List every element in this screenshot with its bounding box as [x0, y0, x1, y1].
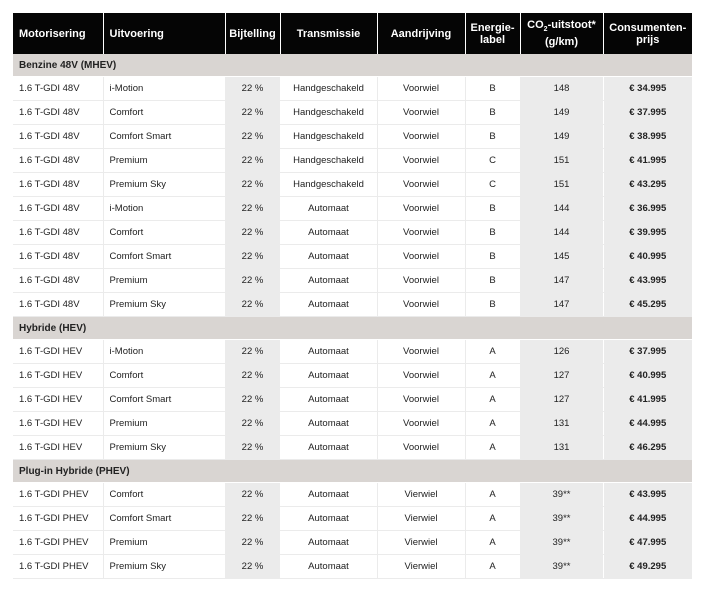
cell-uitvoering: Premium Sky	[103, 436, 225, 460]
cell-transmissie: Automaat	[280, 555, 377, 579]
cell-energielabel: A	[465, 555, 520, 579]
cell-prijs: € 45.295	[603, 293, 692, 317]
table-row	[13, 221, 692, 245]
cell-uitvoering: Comfort Smart	[103, 245, 225, 269]
table-row	[13, 364, 692, 388]
header-energielabel	[465, 13, 520, 54]
cell-motorisering: 1.6 T-GDI HEV	[13, 340, 103, 364]
header-energielabel-line2: label	[479, 33, 506, 46]
header-row	[13, 13, 692, 54]
cell-co2: 149	[520, 101, 603, 125]
cell-uitvoering: Comfort Smart	[103, 125, 225, 149]
cell-motorisering: 1.6 T-GDI 48V	[13, 149, 103, 173]
cell-transmissie: Automaat	[280, 340, 377, 364]
cell-energielabel: B	[465, 293, 520, 317]
header-uitvoering: Uitvoering	[103, 13, 225, 54]
cell-prijs: € 38.995	[603, 125, 692, 149]
cell-energielabel: B	[465, 269, 520, 293]
cell-co2: 145	[520, 245, 603, 269]
cell-transmissie: Automaat	[280, 245, 377, 269]
cell-bijtelling: 22 %	[225, 507, 280, 531]
cell-aandrijving: Voorwiel	[377, 197, 465, 221]
cell-uitvoering: Premium Sky	[103, 555, 225, 579]
cell-motorisering: 1.6 T-GDI PHEV	[13, 483, 103, 507]
cell-bijtelling: 22 %	[225, 269, 280, 293]
cell-prijs: € 40.995	[603, 364, 692, 388]
cell-co2: 127	[520, 364, 603, 388]
cell-uitvoering: i-Motion	[103, 77, 225, 101]
cell-co2: 151	[520, 173, 603, 197]
cell-co2: 131	[520, 436, 603, 460]
cell-co2: 131	[520, 412, 603, 436]
cell-aandrijving: Voorwiel	[377, 221, 465, 245]
cell-transmissie: Handgeschakeld	[280, 125, 377, 149]
cell-prijs: € 39.995	[603, 221, 692, 245]
cell-energielabel: A	[465, 340, 520, 364]
cell-prijs: € 47.995	[603, 531, 692, 555]
table-row	[13, 483, 692, 507]
header-transmissie: Transmissie	[280, 13, 377, 54]
cell-prijs: € 49.295	[603, 555, 692, 579]
cell-prijs: € 43.295	[603, 173, 692, 197]
cell-bijtelling: 22 %	[225, 101, 280, 125]
cell-uitvoering: Premium	[103, 149, 225, 173]
cell-bijtelling: 22 %	[225, 221, 280, 245]
cell-aandrijving: Vierwiel	[377, 483, 465, 507]
cell-aandrijving: Voorwiel	[377, 101, 465, 125]
header-energielabel-line1: Energie-	[470, 21, 515, 34]
table-row	[13, 388, 692, 412]
cell-transmissie: Automaat	[280, 269, 377, 293]
cell-transmissie: Automaat	[280, 293, 377, 317]
cell-bijtelling: 22 %	[225, 364, 280, 388]
cell-energielabel: C	[465, 173, 520, 197]
cell-co2: 39**	[520, 555, 603, 579]
cell-prijs: € 36.995	[603, 197, 692, 221]
section-row	[13, 460, 692, 483]
cell-transmissie: Automaat	[280, 221, 377, 245]
cell-uitvoering: Comfort Smart	[103, 388, 225, 412]
cell-energielabel: A	[465, 388, 520, 412]
cell-uitvoering: Comfort	[103, 483, 225, 507]
table-body	[13, 54, 692, 579]
header-prijs-line1: Consumenten-	[609, 21, 687, 34]
cell-co2: 147	[520, 269, 603, 293]
table-header	[13, 13, 692, 54]
cell-prijs: € 43.995	[603, 483, 692, 507]
header-prijs-line2: prijs	[636, 33, 660, 46]
cell-prijs: € 43.995	[603, 269, 692, 293]
cell-motorisering: 1.6 T-GDI 48V	[13, 245, 103, 269]
cell-co2: 127	[520, 388, 603, 412]
cell-aandrijving: Vierwiel	[377, 531, 465, 555]
section-title: Plug-in Hybride (PHEV)	[13, 460, 692, 483]
cell-motorisering: 1.6 T-GDI 48V	[13, 77, 103, 101]
cell-prijs: € 41.995	[603, 388, 692, 412]
cell-prijs: € 44.995	[603, 412, 692, 436]
header-co2-suffix: -uitstoot*	[547, 18, 596, 31]
cell-uitvoering: i-Motion	[103, 197, 225, 221]
cell-motorisering: 1.6 T-GDI 48V	[13, 221, 103, 245]
cell-co2: 148	[520, 77, 603, 101]
cell-uitvoering: Premium	[103, 531, 225, 555]
cell-co2: 151	[520, 149, 603, 173]
table-row	[13, 173, 692, 197]
header-motorisering: Motorisering	[13, 13, 103, 54]
cell-motorisering: 1.6 T-GDI 48V	[13, 125, 103, 149]
cell-transmissie: Automaat	[280, 197, 377, 221]
cell-motorisering: 1.6 T-GDI 48V	[13, 101, 103, 125]
cell-energielabel: C	[465, 149, 520, 173]
cell-energielabel: A	[465, 436, 520, 460]
cell-aandrijving: Voorwiel	[377, 125, 465, 149]
cell-motorisering: 1.6 T-GDI 48V	[13, 269, 103, 293]
cell-aandrijving: Voorwiel	[377, 340, 465, 364]
section-title: Benzine 48V (MHEV)	[13, 54, 692, 77]
cell-uitvoering: Premium Sky	[103, 293, 225, 317]
cell-prijs: € 41.995	[603, 149, 692, 173]
section-row	[13, 317, 692, 340]
cell-aandrijving: Voorwiel	[377, 149, 465, 173]
cell-co2: 144	[520, 197, 603, 221]
cell-bijtelling: 22 %	[225, 245, 280, 269]
cell-motorisering: 1.6 T-GDI PHEV	[13, 507, 103, 531]
cell-aandrijving: Voorwiel	[377, 388, 465, 412]
cell-transmissie: Automaat	[280, 364, 377, 388]
table-row	[13, 197, 692, 221]
cell-motorisering: 1.6 T-GDI PHEV	[13, 555, 103, 579]
section-title: Hybride (HEV)	[13, 317, 692, 340]
cell-uitvoering: Comfort	[103, 101, 225, 125]
cell-motorisering: 1.6 T-GDI PHEV	[13, 531, 103, 555]
cell-uitvoering: Premium Sky	[103, 173, 225, 197]
table-row	[13, 125, 692, 149]
cell-aandrijving: Voorwiel	[377, 269, 465, 293]
cell-uitvoering: Comfort	[103, 221, 225, 245]
cell-bijtelling: 22 %	[225, 173, 280, 197]
cell-bijtelling: 22 %	[225, 531, 280, 555]
cell-motorisering: 1.6 T-GDI HEV	[13, 412, 103, 436]
table-row	[13, 77, 692, 101]
cell-prijs: € 40.995	[603, 245, 692, 269]
cell-prijs: € 37.995	[603, 340, 692, 364]
cell-aandrijving: Voorwiel	[377, 77, 465, 101]
table-row	[13, 555, 692, 579]
cell-energielabel: A	[465, 412, 520, 436]
table-row	[13, 340, 692, 364]
header-co2	[520, 13, 603, 54]
cell-energielabel: A	[465, 531, 520, 555]
header-aandrijving: Aandrijving	[377, 13, 465, 54]
cell-transmissie: Handgeschakeld	[280, 173, 377, 197]
table-row	[13, 412, 692, 436]
header-co2-prefix: CO	[527, 18, 544, 31]
cell-uitvoering: Premium	[103, 412, 225, 436]
cell-bijtelling: 22 %	[225, 483, 280, 507]
cell-motorisering: 1.6 T-GDI HEV	[13, 364, 103, 388]
cell-transmissie: Handgeschakeld	[280, 149, 377, 173]
table-row	[13, 149, 692, 173]
cell-aandrijving: Vierwiel	[377, 507, 465, 531]
cell-aandrijving: Voorwiel	[377, 293, 465, 317]
cell-motorisering: 1.6 T-GDI 48V	[13, 173, 103, 197]
cell-aandrijving: Voorwiel	[377, 364, 465, 388]
cell-uitvoering: Comfort	[103, 364, 225, 388]
header-consumentenprijs	[603, 13, 692, 54]
cell-energielabel: A	[465, 507, 520, 531]
cell-uitvoering: Comfort Smart	[103, 507, 225, 531]
cell-prijs: € 34.995	[603, 77, 692, 101]
table-row	[13, 245, 692, 269]
cell-bijtelling: 22 %	[225, 436, 280, 460]
cell-co2: 149	[520, 125, 603, 149]
table-row	[13, 293, 692, 317]
cell-bijtelling: 22 %	[225, 293, 280, 317]
cell-prijs: € 37.995	[603, 101, 692, 125]
cell-energielabel: B	[465, 77, 520, 101]
table-row	[13, 101, 692, 125]
cell-transmissie: Automaat	[280, 388, 377, 412]
cell-prijs: € 46.295	[603, 436, 692, 460]
cell-co2: 39**	[520, 483, 603, 507]
cell-motorisering: 1.6 T-GDI HEV	[13, 388, 103, 412]
cell-bijtelling: 22 %	[225, 197, 280, 221]
cell-co2: 126	[520, 340, 603, 364]
cell-aandrijving: Voorwiel	[377, 436, 465, 460]
cell-energielabel: B	[465, 245, 520, 269]
cell-energielabel: B	[465, 197, 520, 221]
header-co2-unit: (g/km)	[545, 36, 578, 49]
cell-bijtelling: 22 %	[225, 149, 280, 173]
header-co2-subscript: 2	[543, 26, 548, 34]
cell-transmissie: Handgeschakeld	[280, 101, 377, 125]
section-row	[13, 54, 692, 77]
cell-transmissie: Automaat	[280, 507, 377, 531]
cell-uitvoering: i-Motion	[103, 340, 225, 364]
cell-bijtelling: 22 %	[225, 340, 280, 364]
cell-transmissie: Automaat	[280, 531, 377, 555]
cell-transmissie: Automaat	[280, 436, 377, 460]
cell-energielabel: A	[465, 483, 520, 507]
cell-aandrijving: Vierwiel	[377, 555, 465, 579]
header-bijtelling: Bijtelling	[225, 13, 280, 54]
cell-co2: 39**	[520, 531, 603, 555]
price-table	[13, 13, 692, 579]
cell-prijs: € 44.995	[603, 507, 692, 531]
cell-transmissie: Automaat	[280, 483, 377, 507]
cell-transmissie: Handgeschakeld	[280, 77, 377, 101]
cell-bijtelling: 22 %	[225, 388, 280, 412]
table-row	[13, 531, 692, 555]
table-row	[13, 436, 692, 460]
cell-motorisering: 1.6 T-GDI 48V	[13, 197, 103, 221]
cell-energielabel: B	[465, 101, 520, 125]
cell-bijtelling: 22 %	[225, 412, 280, 436]
cell-bijtelling: 22 %	[225, 125, 280, 149]
cell-motorisering: 1.6 T-GDI HEV	[13, 436, 103, 460]
cell-transmissie: Automaat	[280, 412, 377, 436]
table-row	[13, 269, 692, 293]
cell-uitvoering: Premium	[103, 269, 225, 293]
cell-co2: 144	[520, 221, 603, 245]
cell-co2: 39**	[520, 507, 603, 531]
cell-motorisering: 1.6 T-GDI 48V	[13, 293, 103, 317]
cell-energielabel: B	[465, 221, 520, 245]
cell-co2: 147	[520, 293, 603, 317]
cell-bijtelling: 22 %	[225, 77, 280, 101]
cell-bijtelling: 22 %	[225, 555, 280, 579]
cell-energielabel: B	[465, 125, 520, 149]
cell-aandrijving: Voorwiel	[377, 173, 465, 197]
cell-aandrijving: Voorwiel	[377, 412, 465, 436]
cell-aandrijving: Voorwiel	[377, 245, 465, 269]
table-row	[13, 507, 692, 531]
cell-energielabel: A	[465, 364, 520, 388]
